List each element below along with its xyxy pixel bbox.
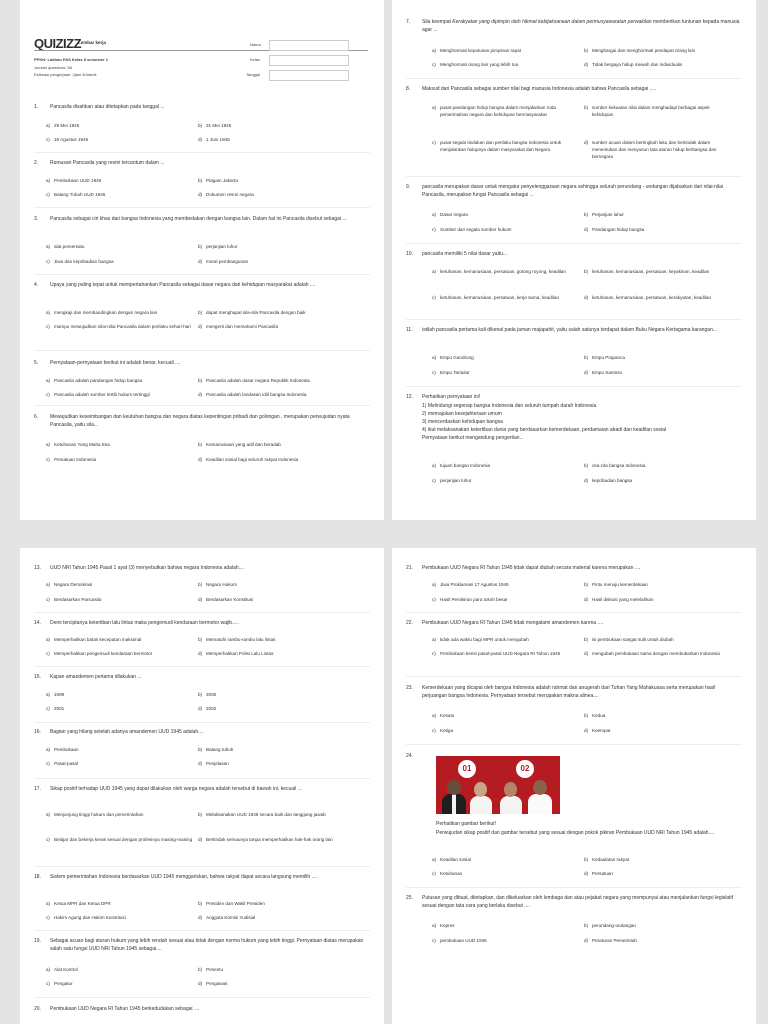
- person-figure: [500, 796, 522, 814]
- person-figure: [504, 782, 517, 797]
- name-label: Nama: [250, 42, 261, 47]
- candidate-number-badge: 02: [516, 760, 534, 778]
- statement-line: 4) ikut melaksanakan ketertiban dunia yang berdasarkan kemerdekaan, perdamaian abadi dan keadilan sosial: [422, 427, 667, 433]
- question-divider: [34, 930, 370, 931]
- worksheet-page-3: 13. UUD NRI Tahun 1945 Pasal 1 ayat (3) menyebutkan bahwa negara Indonesia adalah.... a) Negara Demokrasi b) Negara Hukum c) Berdasarkan Pancasila d) Berdasarkan Konstitusi 14. Demi terciptanya ketertiban lalu lintas maka pengemudi kendaraan bermotor wajib..... a) Memperhatikan batas kecepatan maksimal b) Mematuhi rambu-rambu lalu lintas c) Memperhatikan pengemudi kendaraan bermotor d) Memperhatikan Polisi Lalu Lintas 15. Kapan amandemen pertama dilakukan ... a) 1999 b) 2000 c) 2001 d) 2002 16. Bagian yang hilang setelah adanya amandemen UUD 1945 adalah.... a) Pembukaan b) Batang tubuh c) Pasal-pasal d) Penjelasan 17. Sikap positif terhadap UUD 1945 yang dapat dilakukan oleh warga negara adalah tersebut di bawah ini, kecuali ... a) Menjunjung tinggi hukum dan pemerintahan b) Melaksanakan UUD 1945 secara baik dan tanggung jawab c) Belajar dan bekerja keras sesuai dengan profesinya masing-masing d) Bertindak semaunya tanpa memperhatikan hak-hak orang lain 18. Sistem pemerintahan Indonesia berdasarkan UUD 1945 menggariskan, bahwa rakyat dapat secara langsung memilih .... a) Ketua MPR dan Ketua DPR b) Presiden dan Wakil Presiden c) Hakim Agung dan Hakim Konstitusi d) Anggota Komisi Yudisial 19. Sebagai acuan bagi aturan hukum yang lebih rendah sesuai atau tidak dengan norma hukum yang lebih tinggi. Pernyataan diatas merupakan salah satu fungsi UUD NRI Tahun 1945 sebagai.... a) Alat Kontrol b) Penentu c) Pengatur d) Pengawas 20. Pembukaan UUD Negara RI Tahun 1945 berkedudukan sebagai ....: [20, 548, 384, 1024]
- date-label: Tanggal: [246, 72, 261, 77]
- worksheet-header: [34, 36, 368, 86]
- question-24-text: Perhatikan gambar berikut!: [436, 821, 497, 827]
- time-estimate: Estimasi pengerjaan: 2jam 40menit: [34, 72, 97, 77]
- question-divider: [34, 997, 370, 998]
- candidate-photo: [436, 756, 560, 814]
- question-divider: [34, 274, 370, 275]
- date-field[interactable]: [269, 70, 349, 81]
- question-divider: [34, 866, 370, 867]
- question-divider: [34, 152, 370, 153]
- person-figure: [528, 794, 552, 814]
- question-divider: [406, 744, 742, 745]
- question-divider: [34, 666, 370, 667]
- worksheet-page-2: 7. Sila keempat Kerakyatan yang dipimpin oleh hikmat kebijaksanaan dalam permusyawaratan perwakilan memberikan tuntunan kepada manusia agar ... a) Menghormati keputusan pimpinan rapat b) Menghargai dan menghormati pendapat orang lain c) Menghormati orang lain yang lebih tua d) Tidak bergaya hidup mewah dan individualis 8. Maksud dari Pancasila sebagai sumber nilai bagi manusia Indonesia adalah bahwa Pancasila sebagai ..... a) pusat pandangan hidup bangsa dalam menjalankan roda pemerintahan negara dan kehidupan bermasyarakat b) sumber kekuatan nilai dalam menghadapi berbagai aspek kehidupan c) pusat segala tindakan dan perilaku bangsa Indonesia untuk menjalankan hidupnya dalam masyarakat dan Negara d) sumber acuan dalam bertingkah laku dan bertindak dalam menentukan dan menyusun tata aturan hidup berbangsa dan bernegara 9. pancasila merupakan dasar untuk mengatur penyelenggaraan negara sehingga seluruh perundang - undangan dijabarkan dari nilai-nilai Pancasila, merupakan fungsi Pancasila sebagai ... a) Dasar negara b) Perjanjian luhur c) Sumber dari segala sumber hukum d) Pandangan hidup bangsa 10. pancasila memiliki 5 nilai dasar yaitu... a) ketuhanan, kemanusiaan, persatuan, gotong royong, keadilan b) ketuhanan, kemanusiaan, persatuan, keyakinan, keadilan c) ketuhanan, kemanusiaan, persatuan, kerja sama, keadilan d) ketuhanan, kemanusiaan, persatuan, kerakyatan, keadilan 11. istilah pancasila pertama kali dikenal pada jaman majapahit, yaitu salah satunya terdapat dalam Buku Negara Kertagama karangan... a) Empu Gandrung b) Empu Prapanca c) Empu Tantular d) Empu Santoso 12. Perhatikan pernyataan ini! 1) Melindungi segenap bangsa Indonesia dan seluruh tumpah darah Indonesia 2) memajukan kesejahteraan umum 3) mencerdaskan kehidupan bangsa 4) ikut melaksanakan ketertiban dunia yang berdasarkan kemerdekaan, perdamaian abadi dan keadilan sosial Pernyataan berikut mengandung pengertian... a) tujuan bangsa Indonesia b) cita-cita bangsa Indonesia c) perjanjian luhur d) kepribadian bangsa: [392, 0, 756, 520]
- class-label: Kelas: [250, 57, 261, 62]
- question-divider: [34, 207, 370, 208]
- worksheet-page-1: QUIZIZZ Lembar kerja PPKN: Latihan PAS Kelas 8 semester 1 Jumlah questions: 58 Estimasi pengerjaan: 2jam 40menit Nama Kelas Tanggal 1. Pancasila disahkan atau ditetapkan pada tanggal ... a) 29 Mei 1945 b) 31 Mei 1945 c) 18 Agustus 1945 d) 1 Juni 1945 2. Rumusan Pancasila yang resmi tercantum dalam ... a) Pembukaan UUD 1945 b) Piagam Jakarta c) Batang Tubuh UUD 1945 d) Dokumen resmi negara 3. Pancasila sebagai ciri khas dari bangsa Indonesia yang membedakan dengan bangsa lain. Dalam hal ini Pancasila disebut sebagai ... a) alat pemersatu b) perjanjian luhur c) Jiwa dan kepribadian bangsa d) moral pembangunan 4. Upaya yang paling tepat untuk mempertahankan Pancasila sebagai dasar negara dari kehidupan masyarakat adalah .... a) mengkaji dan membandingkan dengan negara lain b) dapat menghapal sila-sila Pancasila dengan baik c) mampu mewujudkan nilai-nilai Pancasila dalam perilaku sehari-hari d) mengerti dan memahami Pancasila 5. Pernyataan-pernyataan berikut ini adalah benar, kecuali .... a) Pancasila adalah pandangan hidup bangsa b) Pancasila adalah dasar negara Republik Indonesia c) Pancasila adalah sumber tertib hukum tertinggi d) Pancasila adalah landasan idiil bangsa Indonesia 6. Mewujudkan keseimbangan dan keutuhan bangsa dan negara diatas kepentingan pribadi dan golongan , merupakan perwujudan nyata Pancasila, yaitu sila... a) Ketuhanan Yang Maha Esa b) Kemanusiaan yang adil dan beradab c) Persatuan Indonesia d) Keadilan sosial bagi seluruh rakyat Indonesia: [20, 0, 384, 520]
- statement-line: 3) mencerdaskan kehidupan bangsa: [422, 419, 503, 425]
- question-divider: [34, 350, 370, 351]
- question-divider: [406, 78, 742, 79]
- doc-type-label: Lembar kerja: [78, 40, 107, 45]
- question-divider: [34, 405, 370, 406]
- statement-line: 1) Melindungi segenap bangsa Indonesia dan seluruh tumpah darah Indonesia: [422, 403, 597, 409]
- statement-line: 2) memajukan kesejahteraan umum: [422, 411, 502, 417]
- worksheet-title: PPKN: Latihan PAS Kelas 8 semester 1: [34, 57, 108, 62]
- candidate-number-badge: 01: [458, 760, 476, 778]
- question-divider: [34, 778, 370, 779]
- class-field[interactable]: [269, 55, 349, 66]
- worksheet-page-4: 21. Pembukaan UUD Negara RI Tahun 1945 tidak dapat diubah secara material karena merupakan .... a) Jiwa Proklamasi 17 Agustus 1945 b) Pintu menuju kemerdekaan c) Hasil Pemikiran para tokoh besar d) Hasil diskusi yang melelahkan 22. Pembukaan UUD Negara RI Tahun 1945 tidak mengalami amandemen karena .... a) tidak ada waktu bagi MPR untuk mengubah b) isi pembukaan sangat sulit untuk diubah c) Pembukaan berisi pasal-pasal UUD Negara RI Tahun 1945 d) mengubah pembukaan sama dengan membubarkan Indonesia 23. Kemerdekaan yang dicapai oleh bangsa Indonesia adalah rahmat dan anugerah dari Tuhan Yang Mahakuasa serta merupakan hasil perjuangan bangsa Indonesia. Pernyataan tersebut merupakan makna alinea.... a) Kesatu b) Kedua c) Ketiga d) Keempat 24. 01 02 Perhatikan gambar berikut! Perwujudan sikap positif dari gambar tersebut yang sesuai dengan pokok pikiran Pembukaan UUD NRI Tahun 1945 adalah.... a) Keadilan sosial b) Kedaulatan rakyat c) Ketuhanan d) Persatuan 25. Putusan yang dibuat, ditetapkan, dan dikeluarkan oleh lembaga dan atau pejabat negara yang mempunyai atau menjalankan fungsi legislatif sesuai dengan tata cara yang berlaku disebut .... a) Kepres b) perundang-undangan c) pembukaan UUD 1945 d) Peraturan Pemerintah: [392, 548, 756, 1024]
- question-divider: [34, 722, 370, 723]
- question-divider: [406, 319, 742, 320]
- person-figure: [452, 794, 456, 814]
- question-divider: [406, 243, 742, 244]
- person-figure: [533, 780, 547, 795]
- question-divider: [406, 176, 742, 177]
- quizizz-logo: QUIZIZZ: [34, 36, 82, 51]
- person-figure: [474, 782, 487, 797]
- question-divider: [406, 612, 742, 613]
- person-figure: [470, 796, 492, 814]
- question-divider: [34, 612, 370, 613]
- question-divider: [406, 386, 742, 387]
- name-field[interactable]: [269, 40, 349, 51]
- question-divider: [406, 676, 742, 677]
- question-count: Jumlah questions: 58: [34, 65, 72, 70]
- question-divider: [406, 887, 742, 888]
- statement-line: Pernyataan berikut mengandung pengertian...: [422, 435, 524, 441]
- person-figure: [447, 780, 461, 795]
- question-24-text: Perwujudan sikap positif dari gambar tersebut yang sesuai dengan pokok pikiran Pembukaan UUD NRI Tahun 1945 adalah....: [436, 830, 715, 836]
